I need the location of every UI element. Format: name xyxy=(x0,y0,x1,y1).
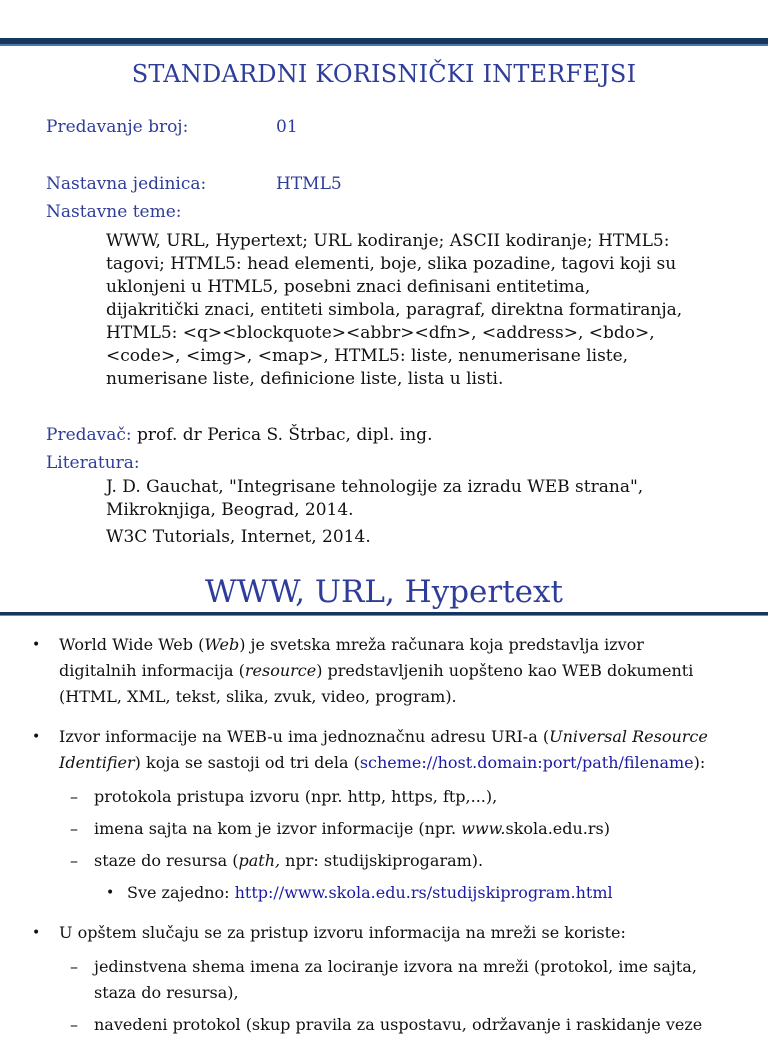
dash-item-naming-scheme: jedinstvena shema imena za lociranje izvora na mreži (protokol, ime sajta, staza do resursa), xyxy=(94,957,697,1002)
dash-marker: – xyxy=(70,787,78,806)
literature-line: J. D. Gauchat, "Integrisane tehnologije za izradu WEB strana", xyxy=(106,477,644,497)
sub-bullet-dot: • xyxy=(106,885,115,901)
dash-marker: – xyxy=(70,851,78,870)
lecturer-label: Predavač: xyxy=(46,425,132,445)
dash-marker: – xyxy=(70,819,78,838)
lecturer-row xyxy=(46,425,432,445)
lecture-number-value: 01 xyxy=(276,117,298,137)
topics-line: WWW, URL, Hypertext; URL kodiranje; ASCII kodiranje; HTML5: xyxy=(106,231,670,251)
dash-marker: – xyxy=(70,957,78,976)
topics-list xyxy=(106,230,682,391)
lecture-number-label: Predavanje broj: xyxy=(46,117,189,137)
topics-line: uklonjeni u HTML5, posebni znaci definisani entitetima, xyxy=(106,277,591,297)
topics-line: numerisane liste, definicione liste, lista u listi. xyxy=(106,369,504,389)
dash-item-protocol: protokola pristupa izvoru (npr. http, https, ftp,...), xyxy=(94,787,498,806)
bullet-www: World Wide Web (Web) je svetska mreža računara koja predstavlja izvor digitalnih informacija (resource) predstavljenih uopšteno kao WEB dokumenti (HTML, XML, tekst, slika, zvuk, video, program). xyxy=(59,635,694,706)
course-title: STANDARDNI KORISNIČKI INTERFEJSI xyxy=(131,60,637,88)
dash-item-path: staze do resursa (path, npr: studijskiprogaram). xyxy=(94,851,484,870)
teaching-unit-value: HTML5 xyxy=(276,174,342,194)
topics-line: HTML5: <q><blockquote><abbr><dfn>, <address>, <bdo>, xyxy=(106,323,655,343)
sub-bullet-full-url: Sve zajedno: http://www.skola.edu.rs/studijskiprogram.html xyxy=(127,883,613,902)
literature-line: Mikroknjiga, Beograd, 2014. xyxy=(106,500,354,520)
topics-line: <code>, <img>, <map>, HTML5: liste, nenumerisane liste, xyxy=(106,346,629,366)
topics-line: dijakritički znaci, entiteti simbola, paragraf, direktna formatiranja, xyxy=(106,300,683,320)
literature-line: W3C Tutorials, Internet, 2014. xyxy=(106,527,371,547)
bullet-dot: • xyxy=(32,925,41,941)
teaching-unit-label: Nastavna jedinica: xyxy=(46,174,207,194)
bullet-dot: • xyxy=(32,729,41,745)
bullet-general-case: U opštem slučaju se za pristup izvoru informacija na mreži se koriste: xyxy=(59,923,626,942)
topics-line: tagovi; HTML5: head elementi, boje, slika pozadine, tagovi koji su xyxy=(106,254,677,274)
dash-marker: – xyxy=(70,1015,78,1034)
literature-label: Literatura: xyxy=(46,453,140,473)
section-title: WWW, URL, Hypertext xyxy=(205,574,563,610)
bullet-dot: • xyxy=(32,637,41,653)
dash-item-protocol-rules: navedeni protokol (skup pravila za uspostavu, održavanje i raskidanje veze xyxy=(94,1015,703,1034)
top-rule-accent xyxy=(0,44,768,46)
url-scheme-link[interactable]: scheme://host.domain:port/path/filename xyxy=(359,753,694,772)
topics-label: Nastavne teme: xyxy=(46,202,182,222)
section-rule-accent xyxy=(0,615,768,616)
example-url-link[interactable]: http://www.skola.edu.rs/studijskiprogram.html xyxy=(234,883,613,902)
literature-list xyxy=(106,476,643,549)
dash-item-site: imena sajta na kom je izvor informacije (npr. www.skola.edu.rs) xyxy=(94,819,610,838)
bullet-uri: Izvor informacije na WEB-u ima jednoznačnu adresu URI-a (Universal Resource Identifier) koja se sastoji od tri dela (scheme://host.domain:port/path/filename): xyxy=(59,727,708,772)
lecturer-name: prof. dr Perica S. Štrbac, dipl. ing. xyxy=(137,425,433,445)
